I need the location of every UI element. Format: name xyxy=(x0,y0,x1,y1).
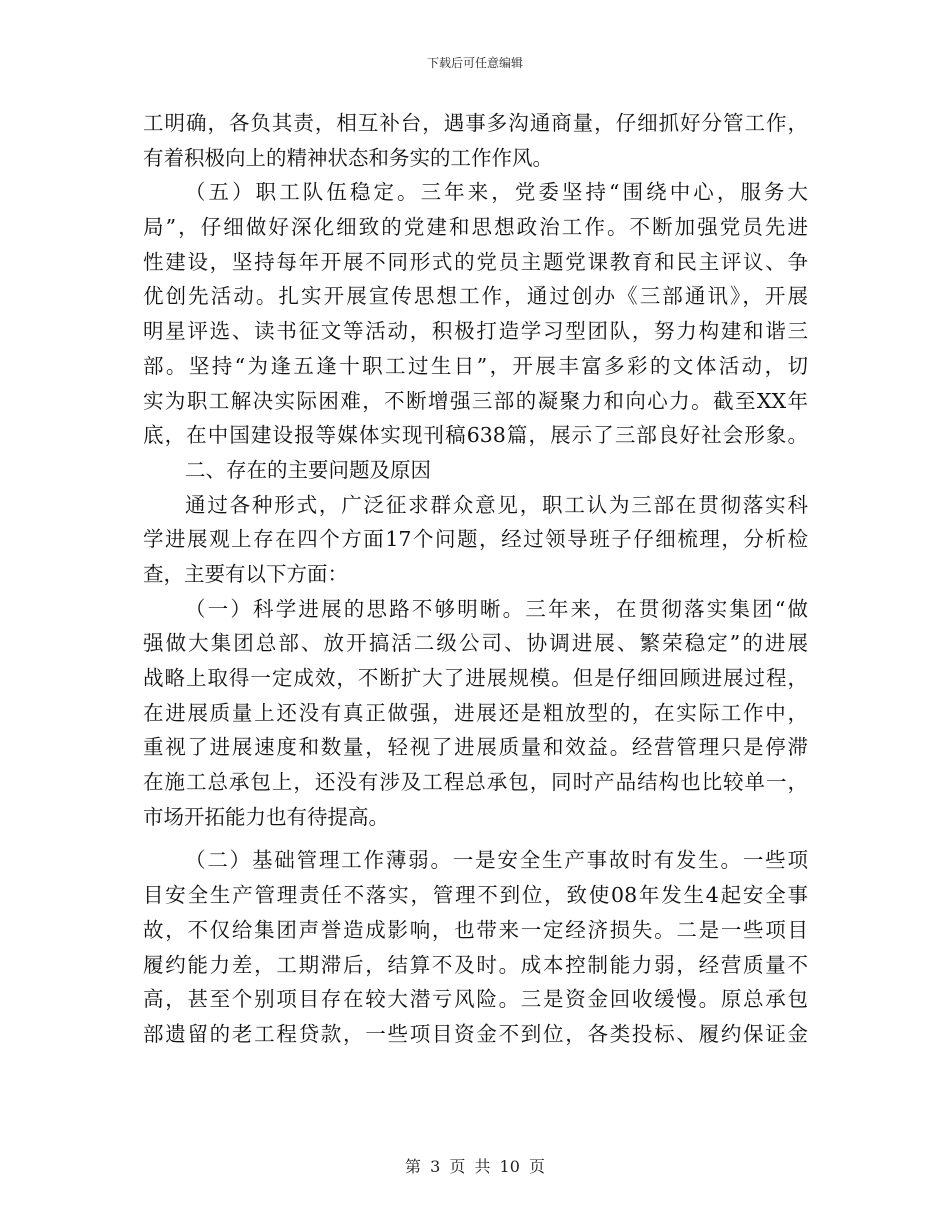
text-line: 在施工总承包上，还没有涉及工程总承包，同时产品结构也比较单一， xyxy=(143,770,808,795)
text-line: 部。坚持“为逢五逢十职工过生日”，开展丰富多彩的文体活动，切 xyxy=(143,353,808,378)
text-line: 目安全生产管理责任不落实，管理不到位，致使08年发生4起安全事 xyxy=(143,883,808,908)
text-line: 查，主要有以下方面： xyxy=(143,561,348,586)
text-line: 明星评选、读书征文等活动，积极打造学习型团队，努力构建和谐三 xyxy=(143,319,808,344)
text-line: 工明确，各负其责，相互补台，遇事多沟通商量，仔细抓好分管工作， xyxy=(143,111,808,135)
section-title: 二、存在的主要问题及原因 xyxy=(185,457,431,482)
text-line: 局”，仔细做好深化细致的党建和思想政治工作。不断加强党员先进 xyxy=(143,215,808,240)
text-line: 优创先活动。扎实开展宣传思想工作，通过创办《三部通讯》，开展 xyxy=(143,284,808,309)
text-line: 市场开拓能力也有待提高。 xyxy=(143,804,389,829)
section-heading-5: （五）职工队伍稳定。三年来，党委坚持“围绕中心，服务大 xyxy=(185,180,808,205)
text-line: 强做大集团总部、放开搞活二级公司、协调进展、繁荣稳定”的进展 xyxy=(143,631,808,656)
page-footer: 第 3 页 共 10 页 xyxy=(405,1157,545,1176)
page-header: 下载后可任意编辑 xyxy=(426,56,523,70)
text-line: 学进展观上存在四个方面17个问题，经过领导班子仔细梳理，分析检 xyxy=(143,527,808,552)
section-heading-2: （二）基础管理工作薄弱。一是安全生产事故时有发生。一些项 xyxy=(185,848,808,873)
text-line: 履约能力差，工期滞后，结算不及时。成本控制能力弱，经营质量不 xyxy=(143,952,808,977)
text-line: 部遗留的老工程贷款，一些项目资金不到位，各类投标、履约保证金 xyxy=(143,1021,808,1046)
text-line: 重视了进展速度和数量，轻视了进展质量和效益。经营管理只是停滞 xyxy=(143,735,808,760)
text-line: 实为职工解决实际困难，不断增强三部的凝聚力和向心力。截至XX年 xyxy=(143,388,808,413)
text-line: 通过各种形式，广泛征求群众意见，职工认为三部在贯彻落实科 xyxy=(185,492,808,517)
text-line: 战略上取得一定成效，不断扩大了进展规模。但是仔细回顾进展过程， xyxy=(143,666,808,690)
text-line: 底，在中国建设报等媒体实现刊稿638篇，展示了三部良好社会形象。 xyxy=(143,423,808,448)
text-line: 故，不仅给集团声誉造成影响，也带来一定经济损失。二是一些项目 xyxy=(143,917,808,942)
text-line: 有着积极向上的精神状态和务实的工作作风。 xyxy=(143,145,553,170)
document-body xyxy=(143,106,808,1052)
text-line: 高，甚至个别项目存在较大潜亏风险。三是资金回收缓慢。原总承包 xyxy=(143,987,808,1012)
text-line: 性建设，坚持每年开展不同形式的党员主题党课教育和民主评议、争 xyxy=(143,249,808,274)
text-line: 在进展质量上还没有真正做强，进展还是粗放型的，在实际工作中， xyxy=(143,700,808,725)
section-heading-1: （一）科学进展的思路不够明晰。三年来，在贯彻落实集团“做 xyxy=(185,596,808,621)
